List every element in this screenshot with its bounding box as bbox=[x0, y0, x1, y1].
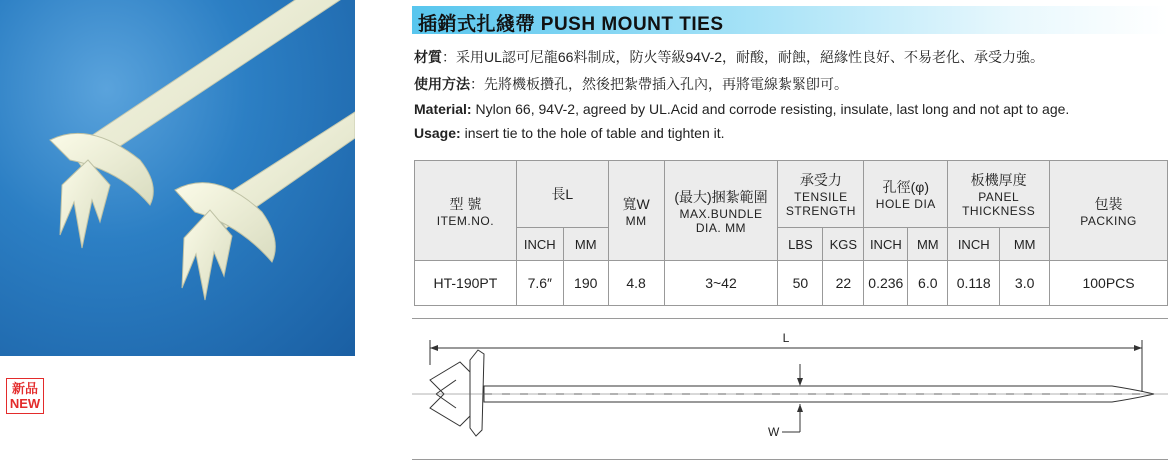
subheader-hole-inch: INCH bbox=[864, 228, 908, 261]
spec-table bbox=[414, 160, 1168, 306]
usage-cn-label: 使用方法 bbox=[414, 76, 470, 92]
usage-cn-line bbox=[414, 74, 848, 94]
cell-length-mm: 190 bbox=[563, 261, 608, 306]
header-bundle: (最大)捆紮範圍 MAX.BUNDLE DIA. MM bbox=[664, 161, 778, 261]
cell-panel-inch: 0.118 bbox=[948, 261, 1000, 306]
table-row bbox=[415, 261, 1168, 306]
badge-en: NEW bbox=[9, 396, 41, 411]
subheader-tensile-lbs: LBS bbox=[778, 228, 823, 261]
subheader-panel-inch: INCH bbox=[948, 228, 1000, 261]
cell-width-mm: 4.8 bbox=[608, 261, 664, 306]
tie-outline-drawing bbox=[412, 320, 1168, 461]
cell-bundle-dia: 3~42 bbox=[664, 261, 778, 306]
material-en-label: Material: bbox=[414, 101, 472, 117]
table-header-row bbox=[415, 161, 1168, 228]
cell-packing: 100PCS bbox=[1050, 261, 1168, 306]
header-tensile: 承受力 TENSILE STRENGTH bbox=[778, 161, 864, 228]
subheader-tensile-kgs: KGS bbox=[823, 228, 864, 261]
usage-en-label: Usage: bbox=[414, 125, 461, 141]
cell-tensile-lbs: 50 bbox=[778, 261, 823, 306]
material-cn-label: 材質 bbox=[414, 49, 442, 65]
header-panel: 板機厚度 PANEL THICKNESS bbox=[948, 161, 1050, 228]
cell-tensile-kgs: 22 bbox=[823, 261, 864, 306]
cell-length-inch: 7.6″ bbox=[516, 261, 563, 306]
subheader-length-inch: INCH bbox=[516, 228, 563, 261]
header-width: 寬W MM bbox=[608, 161, 664, 261]
subheader-length-mm: MM bbox=[563, 228, 608, 261]
product-photo bbox=[0, 0, 355, 356]
tie-wing-outline bbox=[470, 350, 484, 436]
header-packing: 包裝 PACKING bbox=[1050, 161, 1168, 261]
material-cn-line bbox=[414, 47, 1044, 67]
new-product-badge bbox=[6, 378, 44, 414]
material-cn-text: ：采用UL認可尼龍66料制成，防火等級94V-2，耐酸，耐蝕，絕緣性良好、不易老化、承受力強。 bbox=[442, 49, 1045, 65]
subheader-panel-mm: MM bbox=[1000, 228, 1050, 261]
usage-en-line bbox=[414, 125, 725, 141]
material-en-text: Nylon 66, 94V-2, agreed by UL.Acid and corrode resisting, insulate, last long and not apt to age. bbox=[471, 101, 1070, 117]
title-bar bbox=[412, 6, 1168, 34]
length-arrow-right bbox=[1134, 345, 1142, 351]
technical-drawing bbox=[412, 320, 1168, 461]
material-en-line bbox=[414, 101, 1069, 117]
usage-cn-text: ：先將機板攢孔，然後把紮帶插入孔內，再將電線紮緊卽可。 bbox=[470, 76, 848, 92]
width-label: W bbox=[768, 425, 780, 439]
usage-en-text: insert tie to the hole of table and tighten it. bbox=[460, 125, 725, 141]
page-title: 插銷式扎綫帶 PUSH MOUNT TIES bbox=[418, 14, 724, 35]
header-item: 型 號 ITEM.NO. bbox=[415, 161, 517, 261]
header-length: 長L bbox=[516, 161, 608, 228]
cell-panel-mm: 3.0 bbox=[1000, 261, 1050, 306]
cell-hole-mm: 6.0 bbox=[908, 261, 948, 306]
header-hole: 孔徑(φ) HOLE DIA bbox=[864, 161, 948, 228]
cell-hole-inch: 0.236 bbox=[864, 261, 908, 306]
push-mount-ties-illustration bbox=[0, 0, 355, 356]
cell-item-no: HT-190PT bbox=[415, 261, 517, 306]
length-label: L bbox=[782, 331, 790, 345]
badge-cn: 新品 bbox=[11, 381, 38, 396]
subheader-hole-mm: MM bbox=[908, 228, 948, 261]
divider-top bbox=[412, 318, 1168, 319]
length-arrow-left bbox=[430, 345, 438, 351]
